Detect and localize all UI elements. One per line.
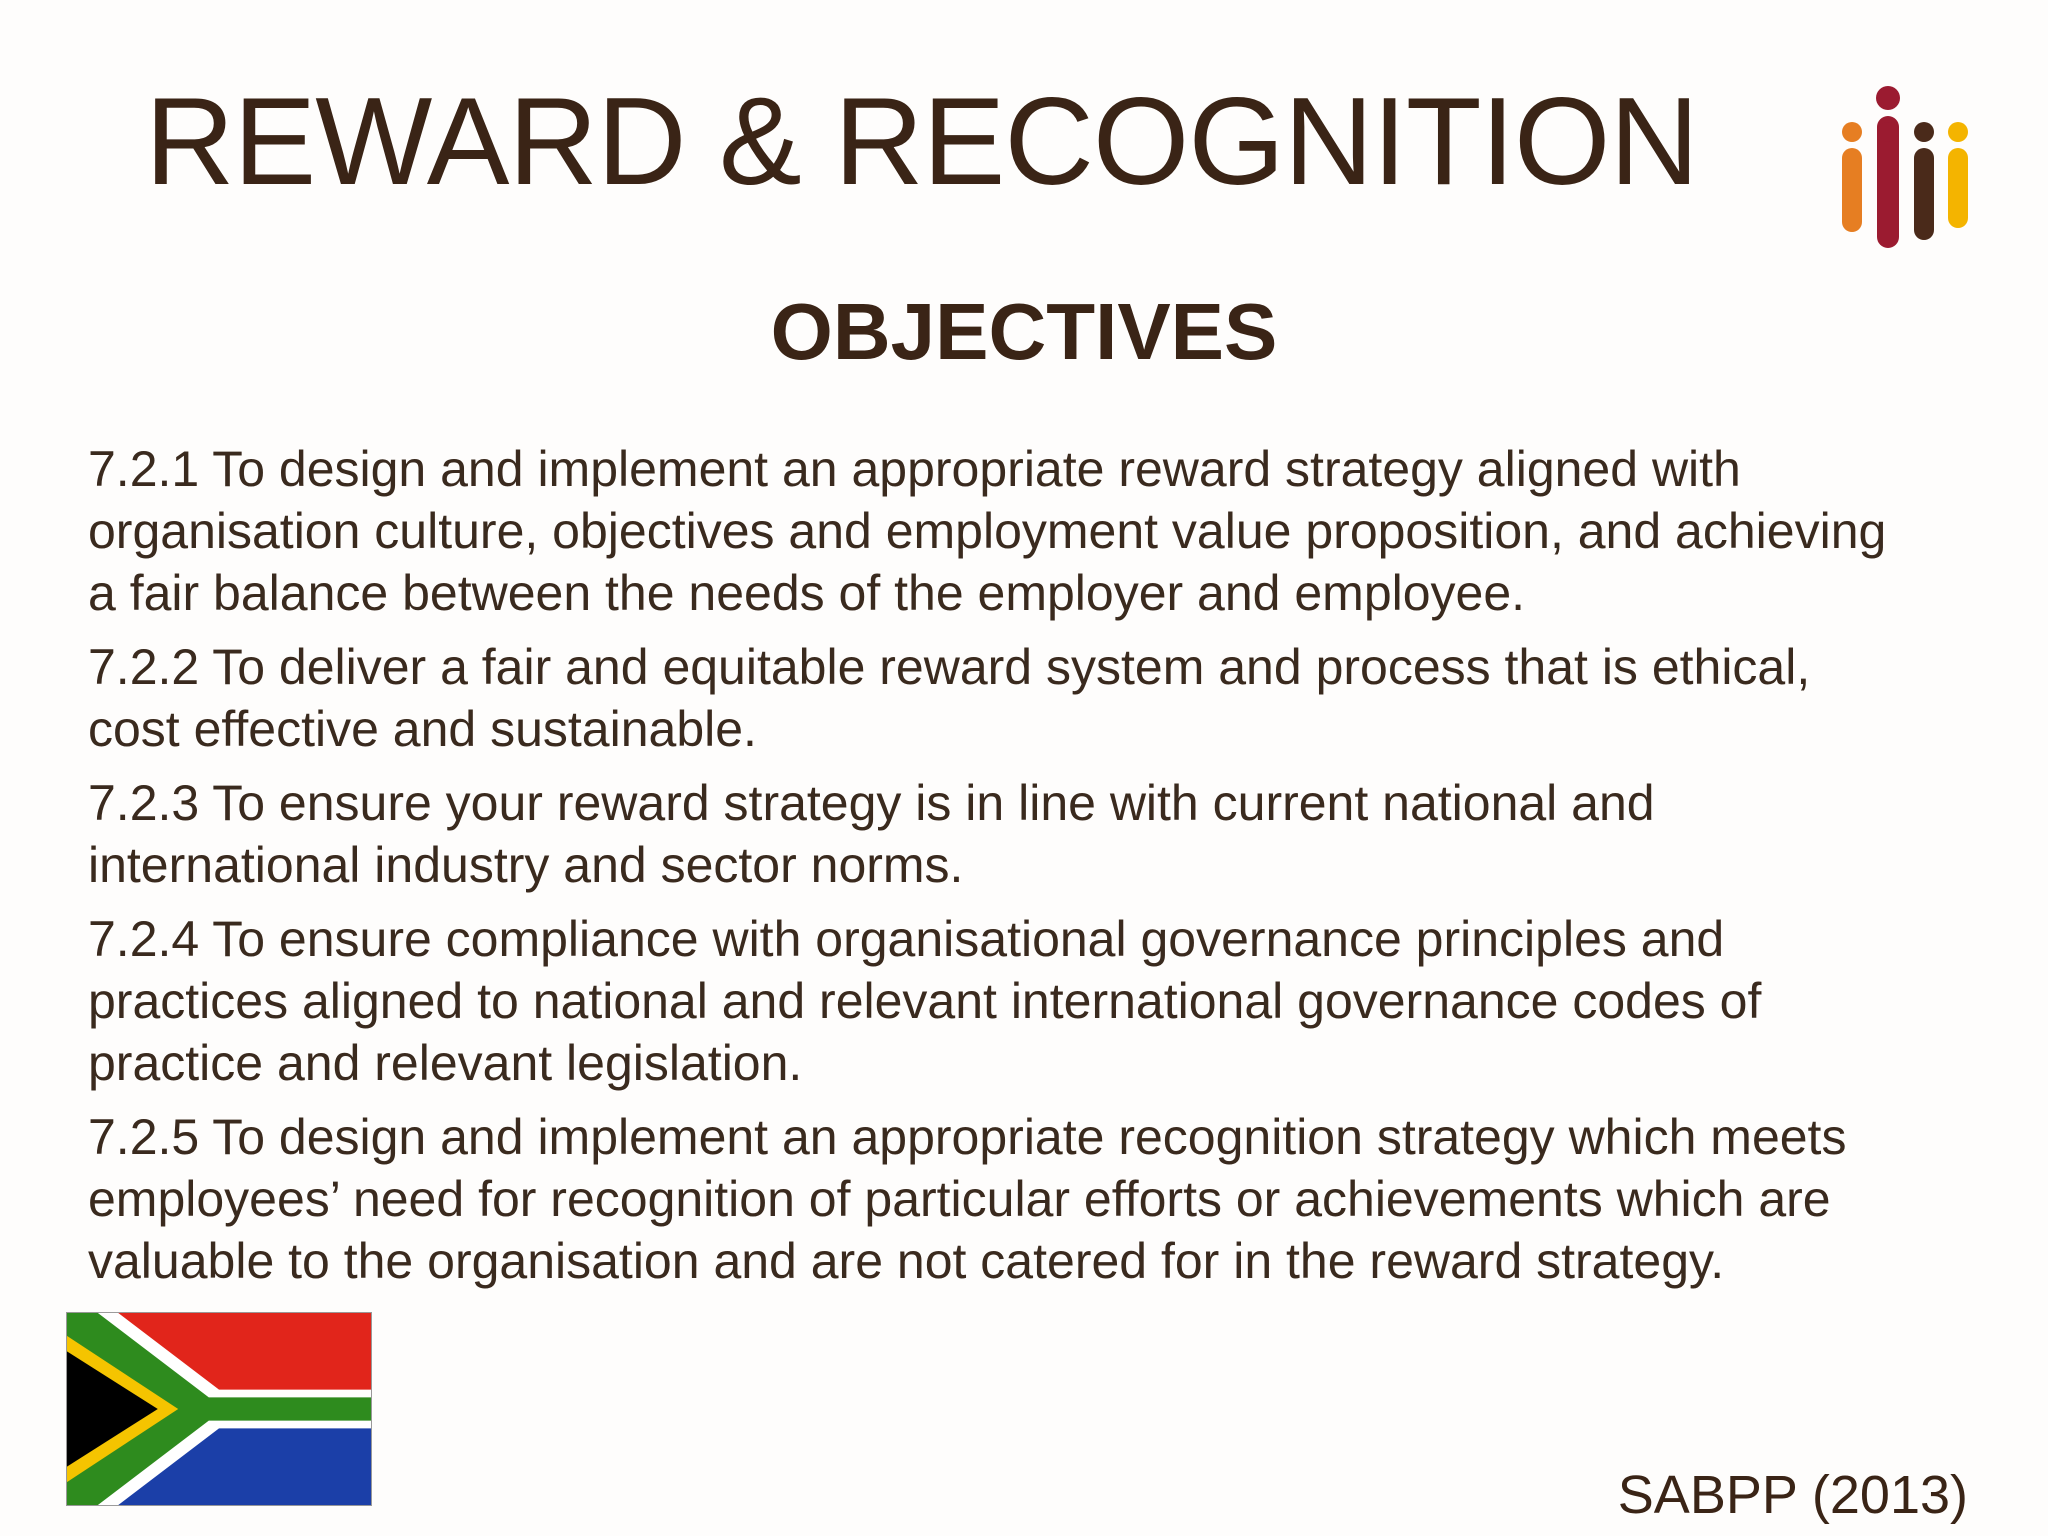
objective-item: 7.2.5 To design and implement an appropriate recognition strategy which meets employees’ need for recognition of particular efforts or achievements which are valuable to the organisation and are not catered for in the reward strategy. [88, 1109, 1847, 1289]
citation: SABPP (2013) [1617, 1465, 1968, 1525]
objective-item: 7.2.4 To ensure compliance with organisational governance principles and practices aligned to national and relevant international governance codes of practice and relevant legislation. [88, 911, 1762, 1091]
slide-subtitle: OBJECTIVES [770, 287, 1278, 376]
objectives-list [88, 438, 1988, 1304]
sabpp-logo-icon [1838, 76, 1978, 251]
objective-item: 7.2.3 To ensure your reward strategy is in line with current national and international industry and sector norms. [88, 775, 1655, 893]
objective-item: 7.2.1 To design and implement an appropriate reward strategy aligned with organisation culture, objectives and employment value proposition, and achieving a fair balance between the needs of the employer and employee. [88, 441, 1887, 621]
slide-title: REWARD & RECOGNITION [145, 73, 1699, 211]
objective-item: 7.2.2 To deliver a fair and equitable reward system and process that is ethical, cost effective and sustainable. [88, 639, 1811, 757]
south-africa-flag-icon [66, 1312, 372, 1506]
